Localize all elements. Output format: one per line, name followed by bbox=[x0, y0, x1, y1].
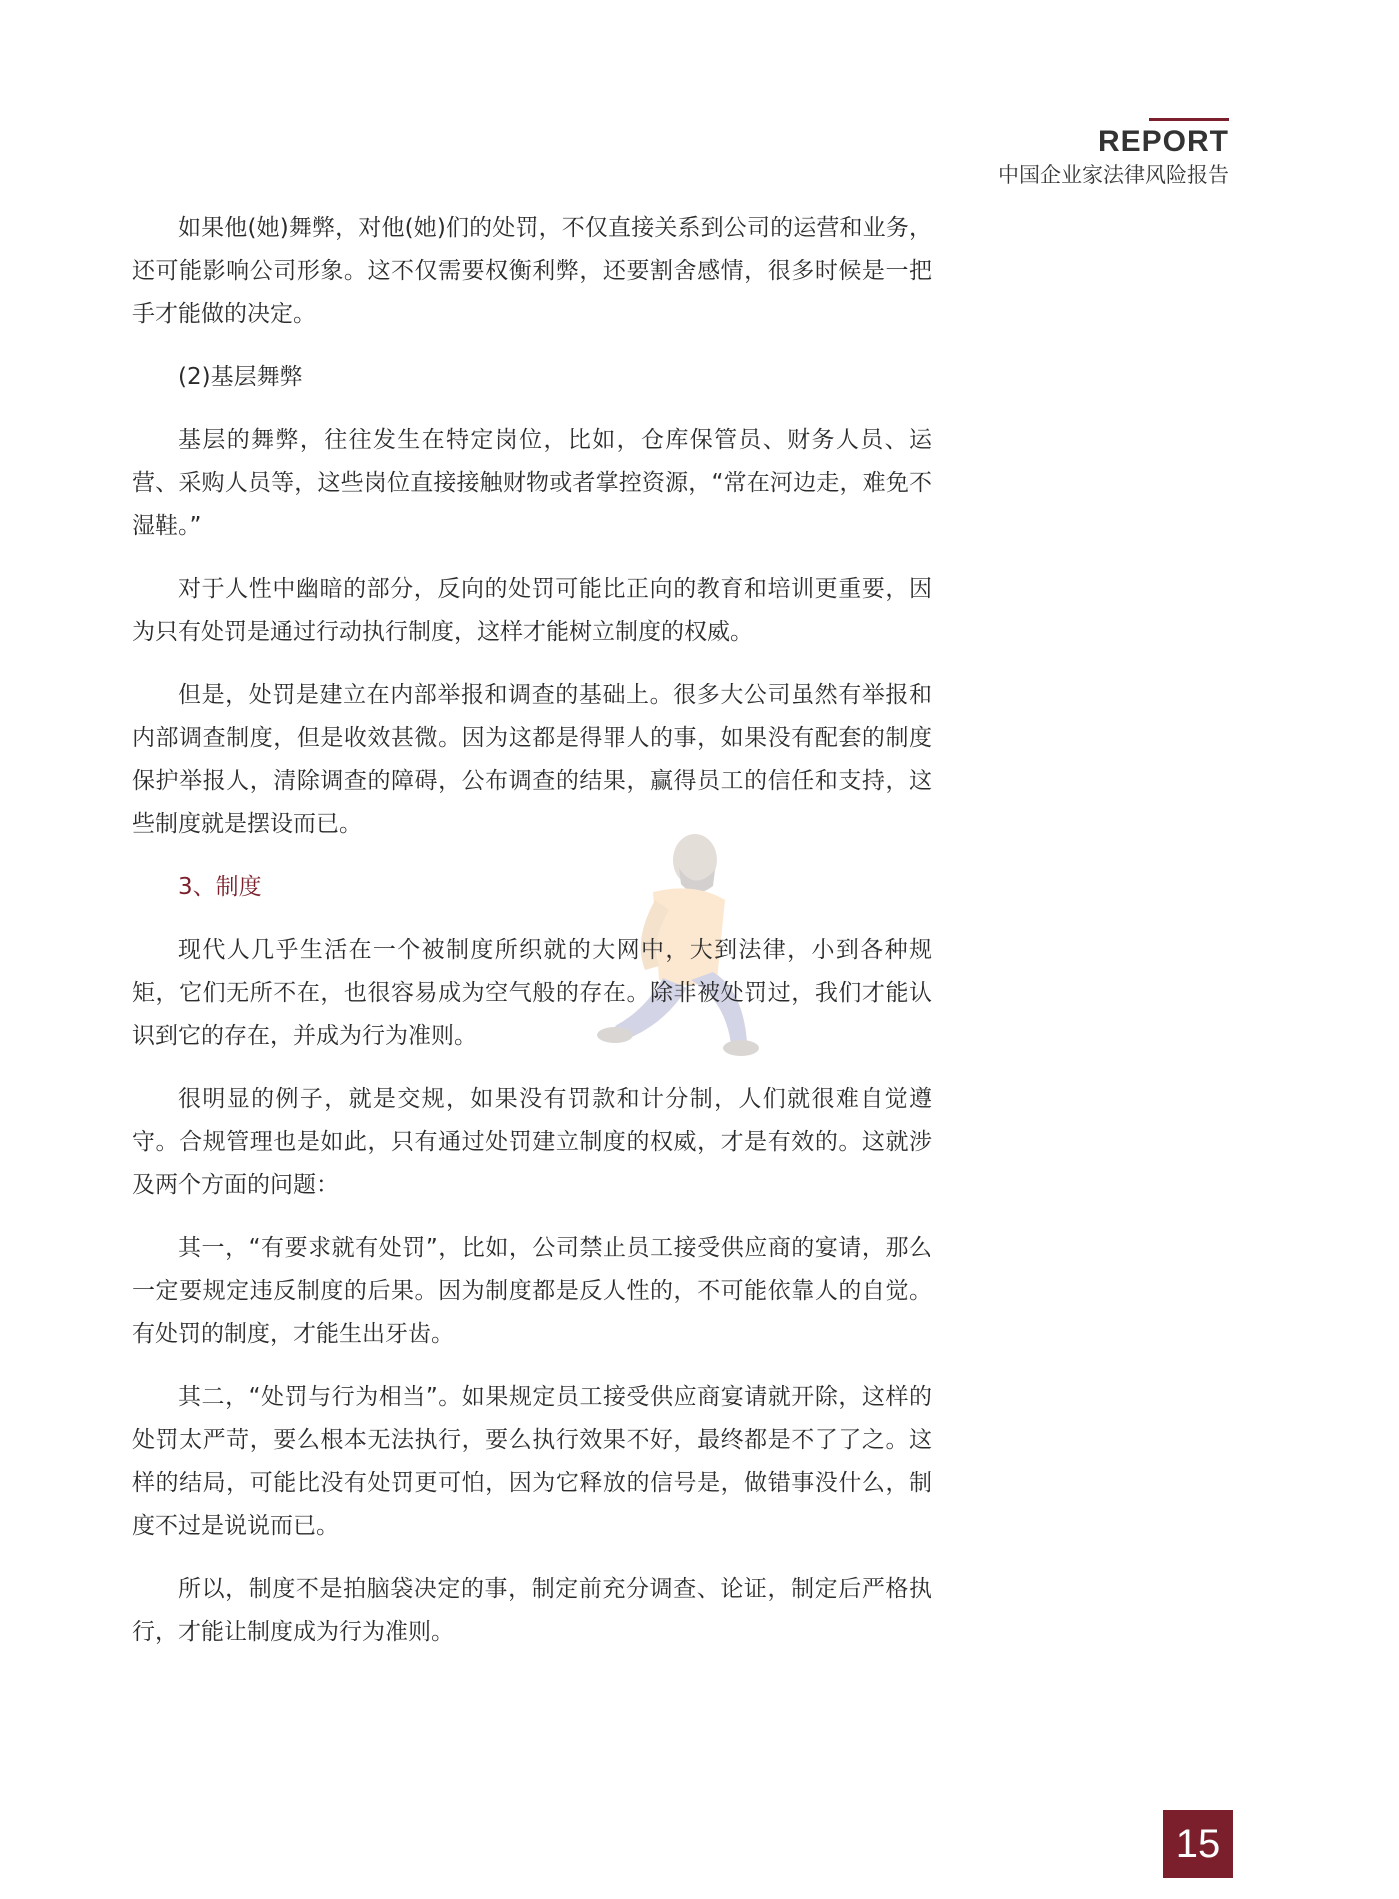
paragraph-1: 如果他(她)舞弊，对他(她)们的处罚，不仅直接关系到公司的运营和业务，还可能影响公司形象。这不仅需要权衡利弊，还要割舍感情，很多时候是一把手才能做的决定。 bbox=[132, 215, 932, 327]
header-title: REPORT bbox=[1097, 125, 1229, 158]
subheading-grassroots-fraud: (2)基层舞弊 bbox=[178, 364, 303, 390]
page-number: 15 bbox=[1175, 1822, 1221, 1866]
paragraph-9: 所以，制度不是拍脑袋决定的事，制定前充分调查、论证，制定后严格执行，才能让制度成为行为准则。 bbox=[132, 1576, 932, 1645]
report-header bbox=[998, 118, 1229, 188]
page-number-badge bbox=[1163, 1810, 1233, 1878]
paragraph-2: 基层的舞弊，往往发生在特定岗位，比如，仓库保管员、财务人员、运营、采购人员等，这些岗位直接接触财物或者掌控资源，“常在河边走，难免不湿鞋。” bbox=[132, 427, 932, 539]
header-subtitle: 中国企业家法律风险报告 bbox=[998, 163, 1229, 187]
paragraph-3: 对于人性中幽暗的部分，反向的处罚可能比正向的教育和培训更重要，因为只有处罚是通过行动执行制度，这样才能树立制度的权威。 bbox=[132, 576, 932, 645]
section-title-system: 3、制度 bbox=[178, 874, 262, 900]
header-accent-rule bbox=[1149, 118, 1229, 121]
paragraph-8: 其二，“处罚与行为相当”。如果规定员工接受供应商宴请就开除，这样的处罚太严苛，要么根本无法执行，要么执行效果不好，最终都是不了了之。这样的结局，可能比没有处罚更可怕，因为它释放的信号是，做错事没什么，制度不过是说说而已。 bbox=[132, 1384, 932, 1539]
paragraph-6: 很明显的例子，就是交规，如果没有罚款和计分制，人们就很难自觉遵守。合规管理也是如此，只有通过处罚建立制度的权威，才是有效的。这就涉及两个方面的问题： bbox=[132, 1086, 932, 1198]
paragraph-7: 其一，“有要求就有处罚”，比如，公司禁止员工接受供应商的宴请，那么一定要规定违反制度的后果。因为制度都是反人性的，不可能依靠人的自觉。有处罚的制度，才能生出牙齿。 bbox=[132, 1235, 932, 1347]
paragraph-5: 现代人几乎生活在一个被制度所织就的大网中，大到法律，小到各种规矩，它们无所不在，也很容易成为空气般的存在。除非被处罚过，我们才能认识到它的存在，并成为行为准则。 bbox=[132, 937, 932, 1049]
paragraph-4: 但是，处罚是建立在内部举报和调查的基础上。很多大公司虽然有举报和内部调查制度，但是收效甚微。因为这都是得罪人的事，如果没有配套的制度保护举报人，清除调查的障碍，公布调查的结果，赢得员工的信任和支持，这些制度就是摆设而已。 bbox=[132, 682, 932, 837]
article-body bbox=[132, 207, 932, 1674]
